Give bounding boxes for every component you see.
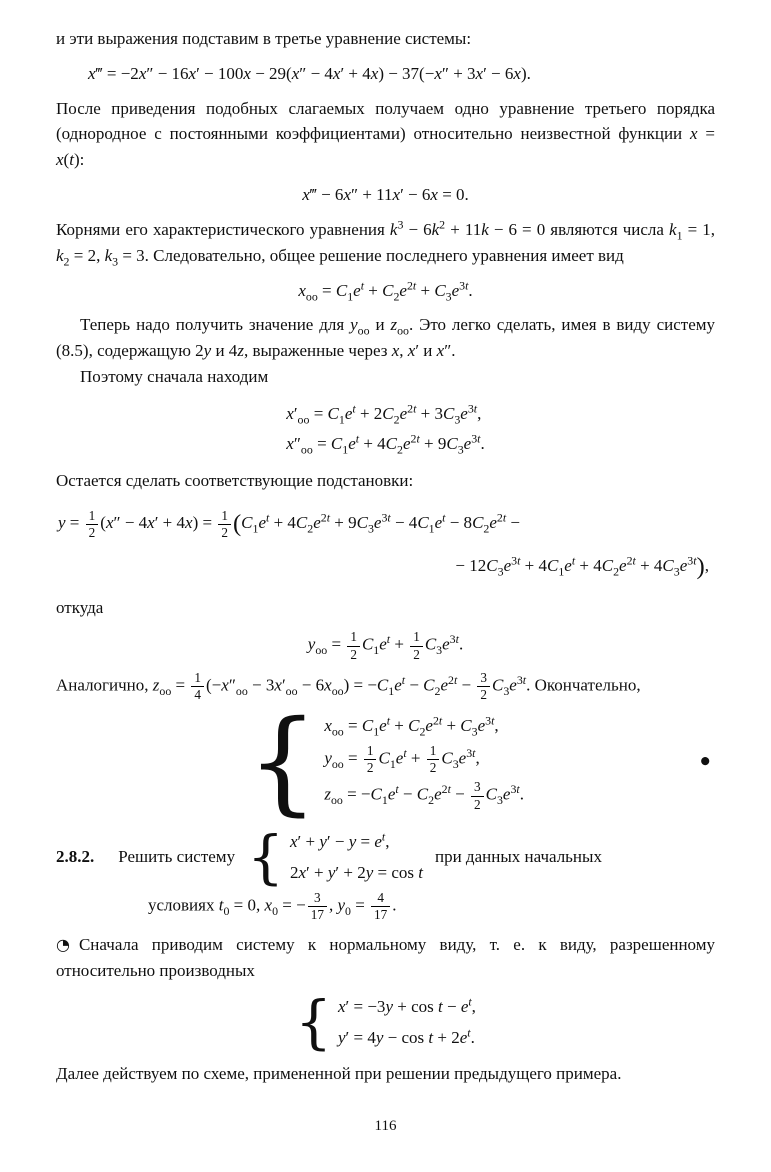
paragraph-therefore-find: Поэтому сначала находим <box>80 367 269 387</box>
system-line-1: $x' + y' - y = e^t$, <box>289 829 390 852</box>
paragraph-normal-form <box>56 932 715 984</box>
formula-derivatives <box>56 399 715 459</box>
formula-line-2: − $12C_3e^{3t} + 4C_1e^t + 4C_2e^{2t} + 4C_3e^{3t}$), <box>455 552 709 580</box>
system-lines <box>338 991 476 1053</box>
problem-system: { $x' + y' - y = e^t$, 2x′ + y′ + 2y = cos t <box>247 823 423 892</box>
problem-lead-text: Решить систему <box>118 847 236 867</box>
final-solution-system: { $x_{оо} = C_1e^t + C_2e^{2t} + C_3e^{3t}$, $y_{оо}$ = $\frac{1}{2}$ $C_1e^t$ + $\frac{1}{2}$ $C_3e^{3t}$, $z_{оо} = -C_1e^t - C_2e^{2t}$ − $\frac{3}{2}$ $C_3e^{3t}$. <box>247 697 524 828</box>
final-solution-block <box>56 697 715 828</box>
solution-start-icon: ◔ <box>56 934 70 954</box>
normalized-system-block <box>56 988 715 1057</box>
system-line-2: 2x′ + y′ + 2y = cos t <box>289 862 423 882</box>
formula-third-equation: x‴ = −2x″ − 16x′ − 100x − 29(x″ − 4x′ + 4x) − 37(−x″ + 3x′ − 6x). <box>88 63 531 83</box>
formula-x-prime: $x'_{оо} = C_1e^t + 2C_2e^{2t} + 3C_3e^{3t}$, <box>286 401 482 427</box>
system-line-x: $x_{оо} = C_1e^t + C_2e^{2t} + C_3e^{3t}$, <box>324 713 499 739</box>
formula-y-substitution <box>56 505 715 585</box>
paragraph-normal-form-text: Сначала приводим систему к нормальному виду, т. е. к виду, разрешенному относительно производных <box>56 934 715 980</box>
formula-homogeneous: x‴ − 6x″ + 11x′ − 6x = 0. <box>302 185 469 205</box>
paragraph-intro: и эти выражения подставим в третье уравнение системы: <box>56 29 472 48</box>
end-of-solution-icon: ● <box>699 751 711 773</box>
system-lines <box>324 710 524 814</box>
paragraph-after-reduction: После приведения подобных слагаемых получаем одно уравнение третьего порядка (однородное с постоянными коэффициентами) относительно неизвестной функции x = x(t): <box>56 98 715 170</box>
paragraph-substitutions: Остается сделать соответствующие подстановки: <box>56 470 414 490</box>
paragraph-next-scheme: Далее действуем по схеме, примененной при решении предыдущего примера. <box>56 1064 622 1084</box>
formula-x-double-prime: $x''_{оо} = C_1e^t + 4C_2e^{2t} + 9C_3e^{3t}$. <box>286 431 485 457</box>
system-line-y: $y_{оо}$ = $\frac{1}{2}$ $C_1e^t$ + $\frac{1}{2}$ $C_3e^{3t}$, <box>324 742 480 776</box>
system-line-x: $x' = -3y + \cos t - e^t$, <box>337 994 476 1016</box>
problem-initial-conditions: условиях $t_0 = 0$, $x_0$ = − $\frac{3}{17}$ , $y_0$ = $\frac{4}{17}$ . <box>148 890 397 923</box>
system-line-z: $z_{оо} = -C_1e^t - C_2e^{2t}$ − $\frac{3}{2}$ $C_3e^{3t}$. <box>324 779 524 812</box>
problem-2-8-2 <box>56 823 715 892</box>
problem-tail-text: при данных начальных <box>434 847 602 867</box>
formula-general-solution: $x_{оо} = C_1e^t + C_2e^{2t} + C_3e^{3t}$. <box>298 277 473 304</box>
aligned-equations <box>286 399 484 459</box>
formula-line-1: y = $\frac{1}{2}$ (x″ − 4x′ + 4x) = $\frac{1}{2}$ ($C_1e^t + 4C_2e^{2t} + 9C_3e^{3t} - 4C_1e^t - 8C_2e^{2t}$ − <box>58 507 521 541</box>
page-number: 116 <box>374 1117 397 1134</box>
paragraph-whence: откуда <box>56 598 104 618</box>
paragraph-now-need: Теперь надо получить значение для $y_{оо}$ и $z_{оо}$. Это легко сделать, имея в виду систему (8.5), содержащую 2y и 4z, выраженные через x, x′ и x″. <box>56 315 715 361</box>
problem-number: 2.8.2. <box>56 847 95 867</box>
normalized-system: { $x' = -3y + \cos t - e^t$, $y' = 4y - \cos t + 2e^t$. <box>295 988 476 1057</box>
system-lines <box>290 827 423 889</box>
system-line-y: $y' = 4y - \cos t + 2e^t$. <box>337 1025 475 1047</box>
paragraph-analogously: Аналогично, $z_{оо}$ = $\frac{1}{4}$ $(-x''_{оо} - 3x'_{оо} - 6x_{оо}) = -C_1e^t - C_2e^{2t}$ − $\frac{3}{2}$ $C_3e^{3t}$. Окончательно, <box>56 669 641 703</box>
paragraph-roots: Корнями его характеристического уравнения $k^3 - 6k^2 + 11k - 6 = 0$ являются числа $k_1 = 1$, $k_2 = 2$, $k_3 = 3$. Следовательно, общее решение последнего уравнения имеет вид <box>56 217 715 269</box>
formula-y-solution: $y_{оо}$ = $\frac{1}{2}$ $C_1e^t$ + $\frac{1}{2}$ $C_3e^{3t}$. <box>307 629 464 662</box>
